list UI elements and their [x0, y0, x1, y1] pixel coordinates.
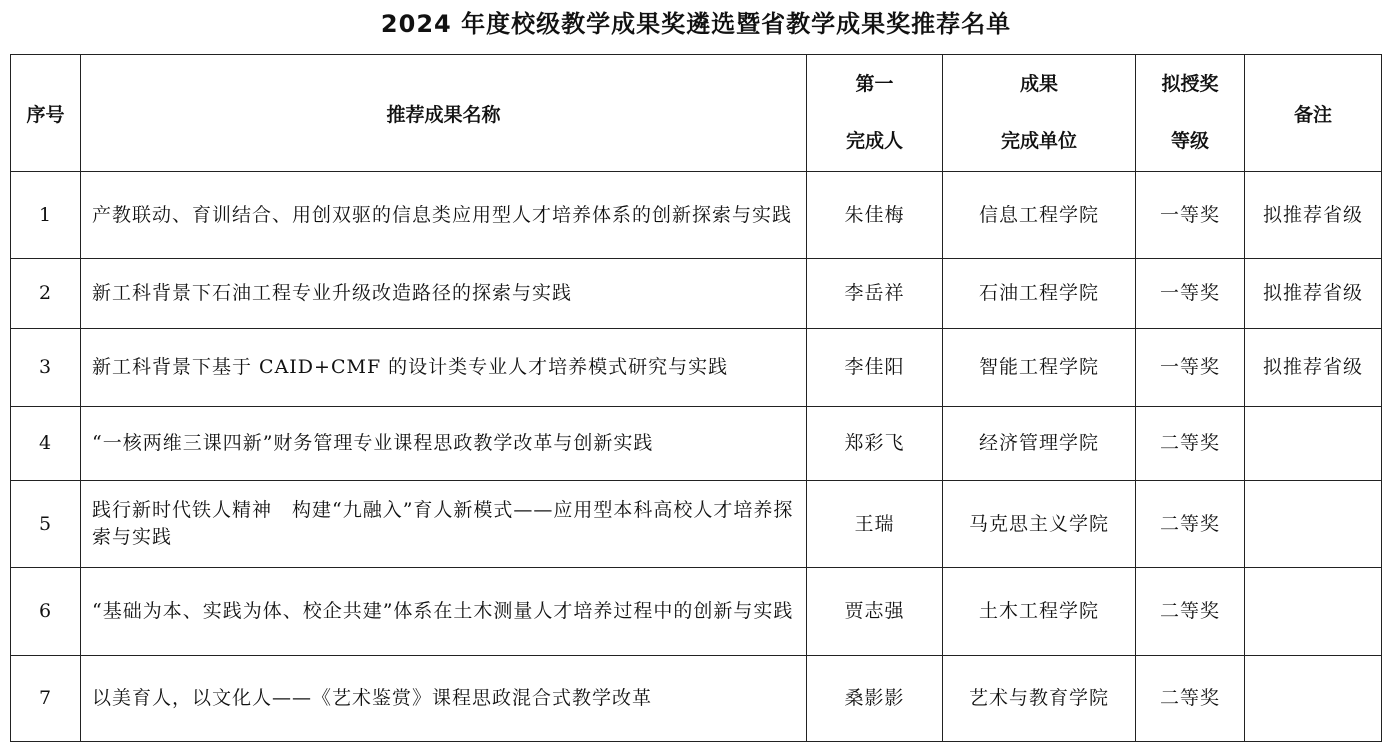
row-achievement-name: 践行新时代铁人精神 构建“九融入”育人新模式——应用型本科高校人才培养探索与实践 [81, 481, 807, 568]
row-unit: 土木工程学院 [943, 568, 1136, 656]
row-achievement-name: 以美育人，以文化人——《艺术鉴赏》课程思政混合式教学改革 [81, 656, 807, 742]
row-first-person: 朱佳梅 [807, 172, 943, 259]
header-name: 推荐成果名称 [81, 55, 807, 172]
row-achievement-name: “一核两维三课四新”财务管理专业课程思政教学改革与创新实践 [81, 407, 807, 481]
header-unit: 成果 完成单位 [943, 55, 1136, 172]
row-award-level: 一等奖 [1136, 172, 1245, 259]
table-row [11, 329, 1382, 407]
row-note [1245, 568, 1382, 656]
row-note [1245, 656, 1382, 742]
row-no: 1 [11, 172, 81, 259]
table-row [11, 481, 1382, 568]
row-achievement-name: 新工科背景下基于 CAID+CMF 的设计类专业人才培养模式研究与实践 [81, 329, 807, 407]
row-unit: 马克思主义学院 [943, 481, 1136, 568]
table-header-row [11, 55, 1382, 172]
row-first-person: 李岳祥 [807, 259, 943, 329]
header-note: 备注 [1245, 55, 1382, 172]
row-first-person: 桑影影 [807, 656, 943, 742]
row-first-person: 李佳阳 [807, 329, 943, 407]
row-note: 拟推荐省级 [1245, 172, 1382, 259]
header-award-level: 拟授奖 等级 [1136, 55, 1245, 172]
header-no: 序号 [11, 55, 81, 172]
row-unit: 经济管理学院 [943, 407, 1136, 481]
row-first-person: 贾志强 [807, 568, 943, 656]
row-note: 拟推荐省级 [1245, 329, 1382, 407]
row-achievement-name: “基础为本、实践为体、校企共建”体系在土木测量人才培养过程中的创新与实践 [81, 568, 807, 656]
row-achievement-name: 产教联动、育训结合、用创双驱的信息类应用型人才培养体系的创新探索与实践 [81, 172, 807, 259]
row-unit: 石油工程学院 [943, 259, 1136, 329]
row-no: 3 [11, 329, 81, 407]
row-unit: 智能工程学院 [943, 329, 1136, 407]
row-note [1245, 481, 1382, 568]
row-note: 拟推荐省级 [1245, 259, 1382, 329]
table-row [11, 568, 1382, 656]
table-row [11, 172, 1382, 259]
table-row [11, 656, 1382, 742]
row-achievement-name: 新工科背景下石油工程专业升级改造路径的探索与实践 [81, 259, 807, 329]
document-title: 2024 年度校级教学成果奖遴选暨省教学成果奖推荐名单 [380, 10, 1012, 38]
row-first-person: 郑彩飞 [807, 407, 943, 481]
row-no: 5 [11, 481, 81, 568]
row-unit: 信息工程学院 [943, 172, 1136, 259]
row-award-level: 二等奖 [1136, 407, 1245, 481]
row-no: 6 [11, 568, 81, 656]
table-row [11, 407, 1382, 481]
row-award-level: 一等奖 [1136, 329, 1245, 407]
row-first-person: 王瑞 [807, 481, 943, 568]
row-award-level: 一等奖 [1136, 259, 1245, 329]
row-no: 2 [11, 259, 81, 329]
row-no: 4 [11, 407, 81, 481]
table-row [11, 259, 1382, 329]
header-first-person: 第一 完成人 [807, 55, 943, 172]
recommendation-table [10, 54, 1382, 742]
row-unit: 艺术与教育学院 [943, 656, 1136, 742]
row-award-level: 二等奖 [1136, 656, 1245, 742]
row-award-level: 二等奖 [1136, 481, 1245, 568]
row-no: 7 [11, 656, 81, 742]
row-note [1245, 407, 1382, 481]
row-award-level: 二等奖 [1136, 568, 1245, 656]
